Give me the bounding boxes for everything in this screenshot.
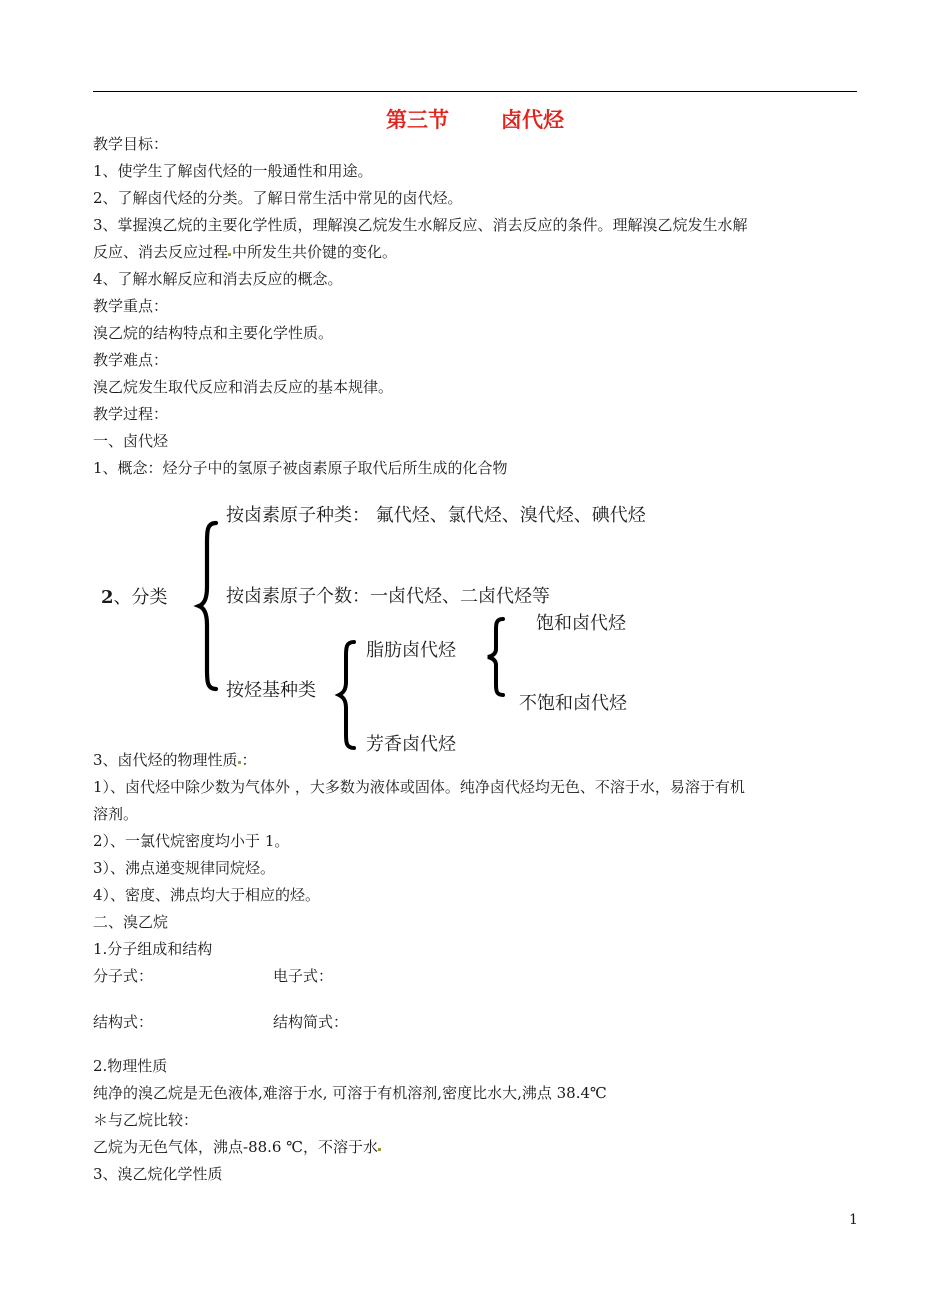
- ethane-text-body: 乙烷为无色气体，沸点-88.6 ℃，不溶于水: [93, 1138, 379, 1156]
- mark-dot: [378, 1148, 381, 1151]
- page-number: 1: [849, 1212, 858, 1228]
- class-unsaturated: 不饱和卤代烃: [519, 693, 627, 714]
- concept-text: 1、概念：烃分子中的氢原子被卤素原子取代后所生成的化合物: [93, 459, 508, 477]
- physical-heading: [93, 750, 257, 770]
- condensed-formula-label: 结构简式：: [273, 1013, 349, 1031]
- key-point-text: 溴乙烷的结构特点和主要化学性质。: [93, 324, 334, 342]
- title-section: 第三节: [386, 108, 449, 132]
- structural-formula-label: 结构式：: [93, 1013, 154, 1031]
- classification-number: 2: [101, 587, 114, 608]
- electron-formula-label: 电子式：: [273, 967, 334, 985]
- goal-3-part2: 中所发生共价键的变化。: [232, 243, 398, 261]
- class-aromatic: 芳香卤代烃: [366, 734, 456, 755]
- class-aliphatic: 脂肪卤代烃: [366, 640, 456, 661]
- goal-4: 4、了解水解反应和消去反应的概念。: [93, 270, 343, 288]
- difficulty-heading: 教学难点：: [93, 351, 169, 369]
- header-rule: [93, 91, 857, 92]
- ethane-text: [93, 1137, 382, 1157]
- class-by-atom-count: 按卤素原子个数：一卤代烃、二卤代烃等: [226, 586, 550, 607]
- goals-heading: 教学目标：: [93, 135, 169, 153]
- physical-4: 4）、密度、沸点均大于相应的烃。: [93, 886, 321, 904]
- subsection-structure: 1.分子组成和结构: [93, 940, 213, 958]
- class-saturated: 饱和卤代烃: [536, 613, 626, 634]
- classification-label: [101, 587, 168, 609]
- physical-1-line2: 溶剂。: [93, 805, 139, 823]
- classification-text: 、分类: [113, 587, 168, 608]
- class-by-hydrocarbon: 按烃基种类: [226, 680, 316, 701]
- hydrocarbon-brace: [338, 640, 358, 750]
- physical-2: 2）、一氯代烷密度均小于 1。: [93, 832, 290, 850]
- page-title: [0, 104, 950, 134]
- physical-1-line1: 1）、卤代烃中除少数为气体外 ，大多数为液体或固体。纯净卤代烃均无色、不溶于水，易溶于有机: [93, 778, 745, 796]
- aliphatic-brace: [487, 617, 507, 697]
- section-1-heading: 一、卤代烃: [93, 432, 169, 450]
- mark-dot: [228, 253, 231, 256]
- subsection-physical: 2.物理性质: [93, 1057, 168, 1075]
- bromoethane-physical-text: 纯净的溴乙烷是无色液体,难溶于水, 可溶于有机溶剂,密度比水大,沸点 38.4℃: [93, 1084, 607, 1102]
- process-heading: 教学过程：: [93, 405, 169, 423]
- goal-1: 1、使学生了解卤代烃的一般通性和用途。: [93, 162, 373, 180]
- key-point-heading: 教学重点：: [93, 297, 169, 315]
- main-brace: [198, 521, 220, 691]
- difficulty-text: 溴乙烷发生取代反应和消去反应的基本规律。: [93, 378, 394, 396]
- compare-heading: ＊与乙烷比较：: [93, 1111, 199, 1129]
- goal-3-line2: [93, 242, 397, 262]
- subsection-chemical: 3、溴乙烷化学性质: [93, 1165, 223, 1183]
- section-2-heading: 二、溴乙烷: [93, 913, 169, 931]
- mark-dot: [238, 761, 241, 764]
- physical-heading-colon: ：: [241, 751, 257, 769]
- goal-2: 2、了解卤代烃的分类。了解日常生活中常见的卤代烃。: [93, 189, 463, 207]
- physical-heading-text: 3、卤代烃的物理性质: [93, 751, 238, 769]
- class-by-atom-type: 按卤素原子种类： 氟代烃、氯代烃、溴代烃、碘代烃: [226, 505, 646, 526]
- goal-3-part1: 反应、消去反应过程: [93, 243, 229, 261]
- goal-3-line1: 3、掌握溴乙烷的主要化学性质，理解溴乙烷发生水解反应、消去反应的条件。理解溴乙烷发生水解: [93, 216, 748, 234]
- physical-3: 3）、沸点递变规律同烷烃。: [93, 859, 276, 877]
- title-topic: 卤代烃: [501, 108, 564, 132]
- formula-label: 分子式：: [93, 967, 154, 985]
